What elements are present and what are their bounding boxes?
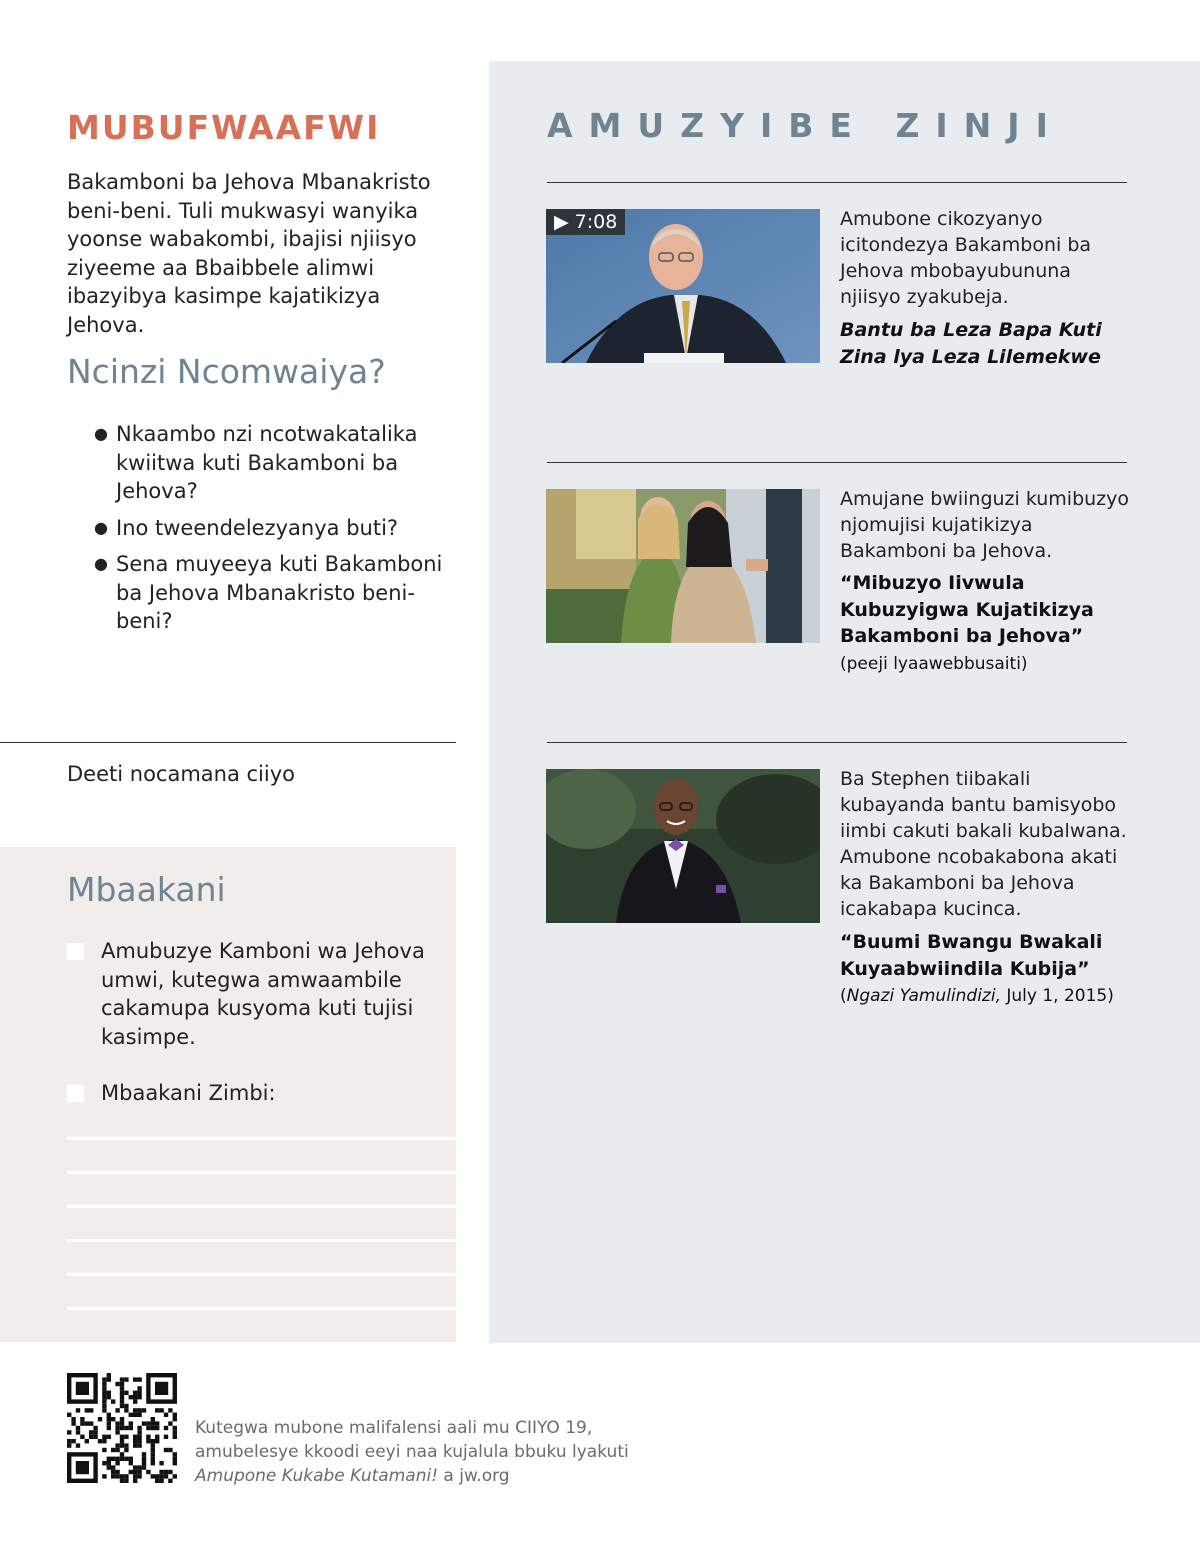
writing-line[interactable]: [67, 1171, 456, 1174]
divider: [547, 462, 1127, 463]
question-item: ● Nkaambo nzi ncotwakatalika kwiitwa kuti Bakamboni ba Jehova?: [94, 422, 418, 503]
entry-description: Amubone cikozyanyo icitondezya Bakamboni ba Jehova mbobayubununa njiisyo zyakubeja.: [840, 208, 1092, 308]
goal-item-other[interactable]: Mbaakani Zimbi:: [67, 1079, 447, 1108]
video-duration-badge: ▶ 7:08: [546, 209, 625, 235]
article-thumbnail[interactable]: [546, 769, 820, 923]
entry-description: Ba Stephen tiibakali kubayanda bantu bamisyobo iimbi cakuti bakali kubalwana. Amubone ncobakabona akati ka Bakamboni ba Jehova icakabapa kucinca.: [840, 768, 1127, 920]
questions-heading: Ncinzi Ncomwaiya?: [67, 352, 386, 391]
question-item: ● Sena muyeeya kuti Bakamboni ba Jehova Mbanakristo beni-beni?: [94, 552, 443, 633]
writing-line[interactable]: [67, 1273, 456, 1276]
footer-reference-note: Kutegwa mubone malifalensi aali mu CIIYO 19, amubelesye kkoodi eeyi naa kujalula bbuku lyakuti Amupone Kukabe Kutamani! a jw.org: [195, 1418, 629, 1486]
bullet-icon: ●: [94, 554, 108, 573]
writing-line[interactable]: [67, 1239, 456, 1242]
video-thumbnail[interactable]: [546, 209, 820, 363]
completion-date-label: Deeti nocamana ciiyo: [67, 762, 295, 786]
divider: [547, 742, 1127, 743]
goals-heading: Mbaakani: [67, 870, 226, 909]
summary-text: Bakamboni ba Jehova Mbanakristo beni-beni. Tuli mukwasyi wanyika yoonse wabakombi, ibajisi njiisyo ziyeeme aa Bbaibbele alimwi ibazyibya kasimpe kajatikizya Jehova.: [67, 170, 431, 337]
checkbox-icon[interactable]: [67, 943, 84, 960]
bullet-icon: ●: [94, 424, 108, 443]
divider: [0, 742, 456, 743]
questions-list: [94, 420, 444, 644]
bullet-icon: ●: [94, 517, 108, 537]
entry-title-link[interactable]: “Mibuzyo Iivwula Kubuzyigwa Kujatikizya Bakamboni ba Jehova” (peeji lyaawebbusaiti): [840, 572, 1094, 674]
entry-description: Amujane bwiinguzi kumibuzyo njomujisi kujatikizya Bakamboni ba Jehova.: [840, 488, 1130, 562]
learn-more-heading: AMUZYIBE ZINJI: [547, 106, 1064, 145]
entry-source: (Ngazi Yamulindizi, July 1, 2015): [840, 986, 1114, 1006]
writing-line[interactable]: [67, 1137, 456, 1140]
writing-line[interactable]: [67, 1205, 456, 1208]
entry-title-link[interactable]: Bantu ba Leza Bapa Kuti Zina lya Leza Lilemekwe: [840, 319, 1102, 368]
qr-code-icon[interactable]: [67, 1373, 177, 1483]
goal-item[interactable]: Amubuzye Kamboni wa Jehova umwi, kutegwa amwaambile cakamupa kusyoma kuti tujisi kasimpe.: [67, 937, 447, 1051]
checkbox-icon[interactable]: [67, 1085, 84, 1102]
entry-title-link[interactable]: “Buumi Bwangu Bwakali Kuyaabwiindila Kubija” (Ngazi Yamulindizi, July 1, 2015): [840, 931, 1114, 1006]
writing-line[interactable]: [67, 1307, 456, 1310]
divider: [547, 182, 1127, 183]
article-thumbnail[interactable]: [546, 489, 820, 643]
question-item: ● Ino tweendelezyanya buti?: [94, 514, 444, 543]
summary-heading: MUBUFWAAFWI: [67, 108, 381, 147]
